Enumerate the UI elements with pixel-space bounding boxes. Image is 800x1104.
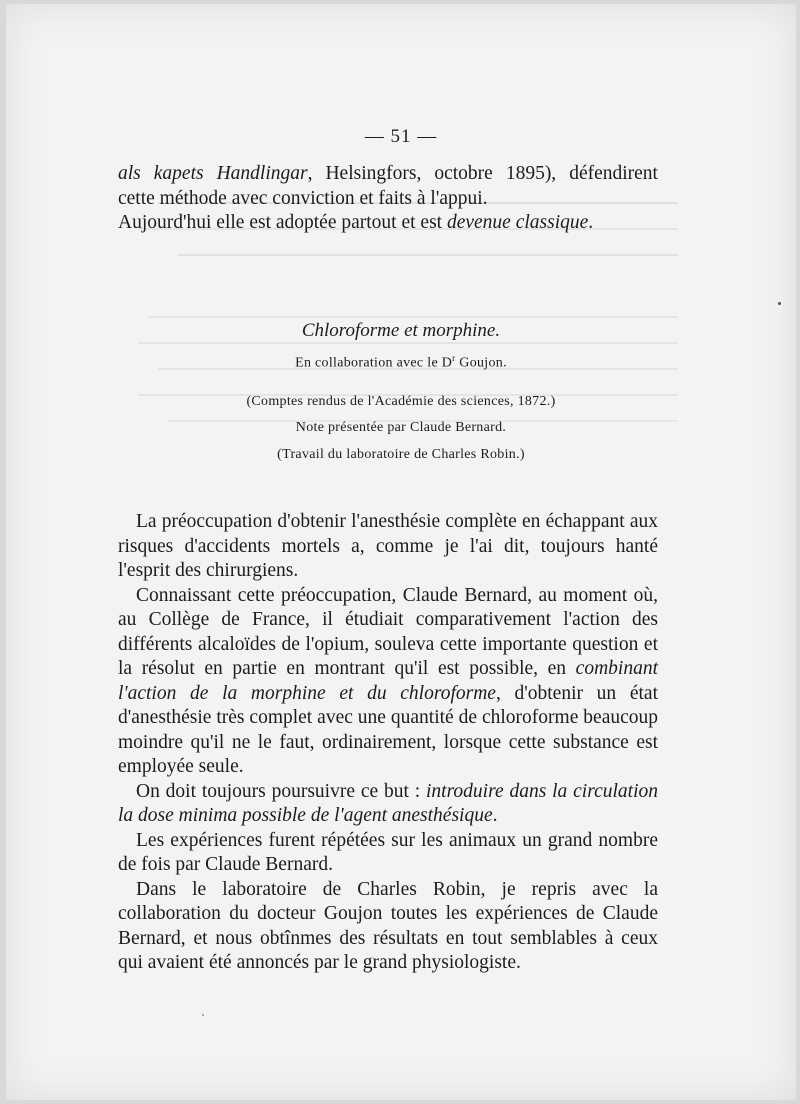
- page-number: — 51 —: [364, 126, 438, 147]
- paragraph-2-start: Connaissant cette préoccupation, Claude Bernard, au moment où, au Collège de France, il étudiait comparativement l'action des différents alcaloïdes de l'opium, souleva cette importante question et la résolut en partie en montrant qu'il est possible, en: [118, 584, 658, 679]
- collaboration-line: [6, 353, 796, 372]
- paragraph-3-end: .: [492, 805, 498, 826]
- paragraph-3-start: On doit toujours poursuivre ce but :: [136, 780, 426, 802]
- opening-line-2: cette méthode avec conviction et faits à l'appui.: [118, 187, 488, 209]
- paragraph-2-end: , d'obtenir un état d'anesthésie très complet avec une quantité de chloroforme beaucoup moindre qu'il ne le faut, ordinairement, lorsque cette substance est employée seule.: [118, 682, 658, 777]
- collab-pre: En collaboration avec le D: [295, 355, 453, 371]
- paragraph-2-italic: combinant l'action de la morphine et du chloroforme: [118, 658, 658, 704]
- opening-line-3-start: Aujourd'hui elle est adoptée partout et est: [118, 212, 447, 233]
- opening-line-3: [118, 211, 658, 236]
- source-line: (Comptes rendus de l'Académie des sciences, 1872.): [246, 394, 556, 409]
- opening-line-1: [118, 162, 658, 187]
- collab-sup: r: [452, 353, 456, 363]
- opening-line-1-rest: , Helsingfors, octobre 1895), défendirent: [307, 163, 658, 184]
- paragraph-5: Dans le laboratoire de Charles Robin, je repris avec la collaboration du docteur Goujon toutes les expériences de Claude Bernard, et nous obtînmes des résultats en tout semblables à ceux qui avaient été annoncés par le grand physiologiste.: [118, 878, 658, 973]
- paragraph-3: [118, 780, 658, 829]
- laboratory-line: (Travail du laboratoire de Charles Robin.): [277, 447, 525, 462]
- main-text: [118, 510, 658, 976]
- opening-paragraph: [118, 162, 658, 236]
- speck-mark: [202, 1014, 204, 1016]
- journal-title: als kapets Handlingar: [118, 163, 308, 184]
- document-page: [6, 4, 796, 1100]
- paragraph-2: [118, 584, 658, 780]
- opening-line-3-italic: devenue classique: [446, 212, 589, 233]
- paragraph-3-italic: introduire dans la circulation la dose minima possible de l'agent anesthésique: [118, 780, 658, 826]
- opening-line-3-end: .: [588, 212, 594, 233]
- paragraph-1: La préoccupation d'obtenir l'anesthésie complète en échappant aux risques d'accidents mortels a, comme je l'ai dit, toujours hanté l'esprit des chirurgiens.: [118, 511, 658, 581]
- speck-mark: [778, 302, 781, 305]
- note-line: Note présentée par Claude Bernard.: [295, 420, 507, 435]
- collab-post: Goujon.: [455, 355, 507, 371]
- paragraph-4: Les expériences furent répétées sur les animaux un grand nombre de fois par Claude Bernard.: [118, 829, 658, 875]
- section-title: Chloroforme et morphine.: [301, 320, 501, 341]
